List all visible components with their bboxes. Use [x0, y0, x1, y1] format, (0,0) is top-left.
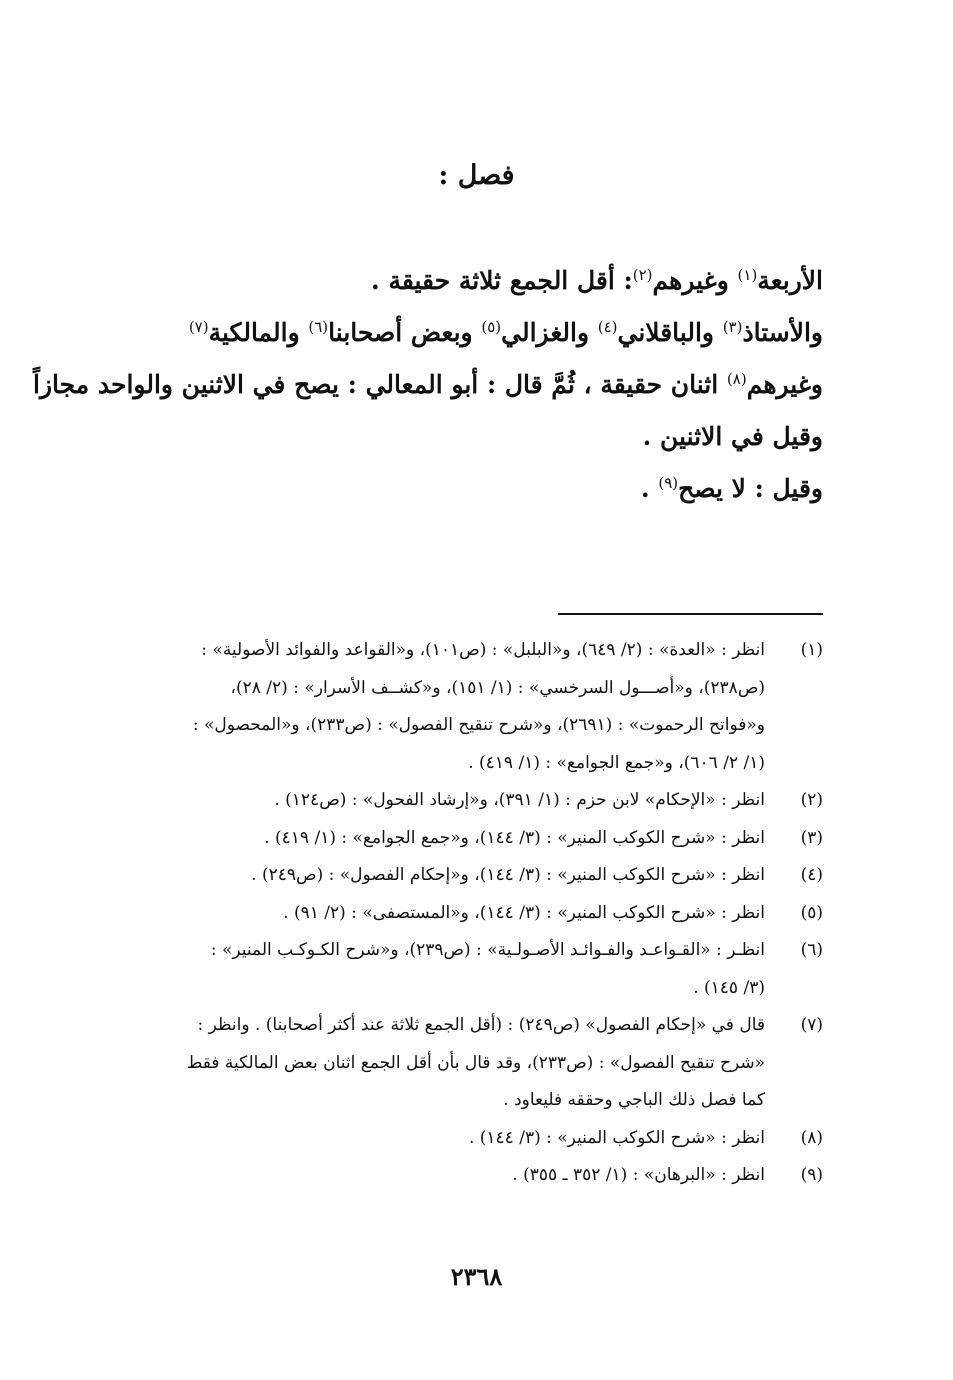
- footnote-line: و«فواتح الرحموت» : (٢٦٩١)، و«شرح تنقيح الفصول» : (ص٢٣٣)، و«المحصول» :: [192, 715, 765, 735]
- footnote-body: [128, 932, 765, 1007]
- main-line: [33, 359, 823, 411]
- footnote-number: (٦): [800, 940, 823, 960]
- footnote-number: (٢): [800, 790, 823, 810]
- footnote-line: انظر : «شرح الكوكب المنير» : (٣/ ١٤٤)، و«إحكام الفصول» : (ص٢٤٩) .: [251, 865, 765, 885]
- footnote-item: [128, 632, 823, 782]
- footnote-number: (٥): [800, 902, 823, 923]
- footnotes-block: [128, 632, 823, 1195]
- footnote-reference[interactable]: (٨): [726, 370, 747, 388]
- footnote-number: (٨): [800, 1127, 823, 1148]
- footnote-line: انظر : «شرح الكوكب المنير» : (٣/ ١٤٤) .: [468, 1127, 765, 1148]
- main-text-segment: والمالكية: [208, 318, 309, 347]
- footnote-line: انظر : «شرح الكوكب المنير» : (٣/ ١٤٤)، و«المستصفى» : (٢/ ٩١) .: [283, 902, 765, 923]
- footnote-body: [128, 1120, 765, 1158]
- footnote-reference[interactable]: (٢): [632, 266, 653, 284]
- footnote-reference[interactable]: (٥): [481, 318, 502, 336]
- footnote-body: [128, 632, 765, 782]
- footnote-separator: [558, 613, 823, 615]
- footnote-line: كما فصل ذلك الباجي وحققه فليعاود .: [503, 1090, 765, 1110]
- footnote-body: [128, 857, 765, 895]
- footnote-line: (٣/ ١٤٥) .: [693, 977, 765, 998]
- footnote-reference[interactable]: (٦): [308, 318, 329, 336]
- main-text-segment: .: [640, 474, 659, 503]
- footnote-body: [128, 895, 765, 933]
- main-text-segment: الأربعة: [757, 266, 823, 295]
- main-line: [123, 411, 823, 463]
- footnote-line: انظر : «شرح الكوكب المنير» : (٣/ ١٤٤)، و«جمع الجوامع» : (١/ ٤١٩) .: [264, 827, 765, 848]
- main-text-segment: : أقل الجمع ثلاثة حقيقة .: [371, 266, 633, 295]
- footnote-line: «شرح تنقيح الفصول» : (ص٢٣٣)، وقد قال بأن أقل الجمع اثنان بعض المالكية فقط: [186, 1052, 765, 1073]
- footnote-number: (٤): [800, 865, 823, 885]
- footnote-item: [128, 1120, 823, 1158]
- footnote-line: انظر : «العدة» : (٢/ ٦٤٩)، و«البلبل» : (ص١٠١)، و«القواعد والفوائد الأصولية» :: [201, 640, 765, 660]
- footnote-item: [128, 857, 823, 895]
- main-text-segment: وغيرهم: [746, 370, 823, 399]
- footnote-number: (٣): [800, 827, 823, 848]
- footnote-item: [128, 895, 823, 933]
- footnote-line: (ص٢٣٨)، و«أصـــول السرخسي» : (١/ ١٥١)، و«كشــف الأسرار» : (٢/ ٢٨)،: [230, 677, 765, 698]
- main-text-segment: وبعض أصحابنا: [328, 318, 482, 347]
- footnote-body: [128, 1157, 765, 1195]
- footnote-body: [128, 782, 765, 820]
- footnote-line: انظر : «البرهان» : (١/ ٣٥٢ ـ ٣٥٥) .: [512, 1165, 765, 1185]
- footnote-reference[interactable]: (٩): [658, 474, 679, 492]
- footnote-number: (٧): [800, 1015, 823, 1035]
- footnote-body: [128, 820, 765, 858]
- page-number: ٢٣٦٨: [450, 1262, 503, 1291]
- footnote-line: انظر : «الإحكام» لابن حزم : (١/ ٣٩١)، و«إرشاد الفحول» : (ص١٢٤) .: [274, 790, 765, 810]
- footnote-item: [128, 1007, 823, 1120]
- main-line: [123, 307, 823, 359]
- main-text-segment: والغزالي: [501, 318, 598, 347]
- main-text-segment: اثنان حقيقة ، ثُمَّ قال : أبو المعالي : يصح في الاثنين والواحد مجازاً: [33, 370, 727, 399]
- footnote-reference[interactable]: (١): [737, 266, 758, 284]
- main-text-segment: وقيل : لا يصح: [678, 474, 823, 503]
- footnote-reference[interactable]: (٣): [722, 318, 743, 336]
- footnote-line: (١/ ٢/ ٦٠٦)، و«جمع الجوامع» : (١/ ٤١٩) .: [468, 752, 765, 773]
- main-line: [123, 463, 823, 515]
- footnote-number: (١): [800, 640, 823, 660]
- section-heading: فصل :: [438, 160, 515, 191]
- footnote-reference[interactable]: (٧): [188, 318, 209, 336]
- footnote-reference[interactable]: (٤): [597, 318, 618, 336]
- footnote-item: [128, 782, 823, 820]
- main-text-segment: والباقلاني: [617, 318, 723, 347]
- footnote-item: [128, 820, 823, 858]
- footnote-body: [128, 1007, 765, 1120]
- main-text-block: [33, 255, 823, 515]
- footnote-number: (٩): [800, 1165, 823, 1185]
- footnote-line: انظـر : «القـواعـد والفـوائـد الأصـولـية» : (ص٢٣٩)، و«شرح الكـوكـب المنير» :: [210, 940, 765, 960]
- footnote-line: قال في «إحكام الفصول» (ص٢٤٩) : (أقل الجمع ثلاثة عند أكثر أصحابنا) . وانظر :: [197, 1015, 765, 1035]
- main-text-segment: وغيرهم: [652, 266, 738, 295]
- main-line: [123, 255, 823, 307]
- main-text-segment: وقيل في الاثنين .: [642, 422, 823, 451]
- footnote-item: [128, 1157, 823, 1195]
- footnote-item: [128, 932, 823, 1007]
- main-text-segment: والأستاذ: [742, 318, 823, 347]
